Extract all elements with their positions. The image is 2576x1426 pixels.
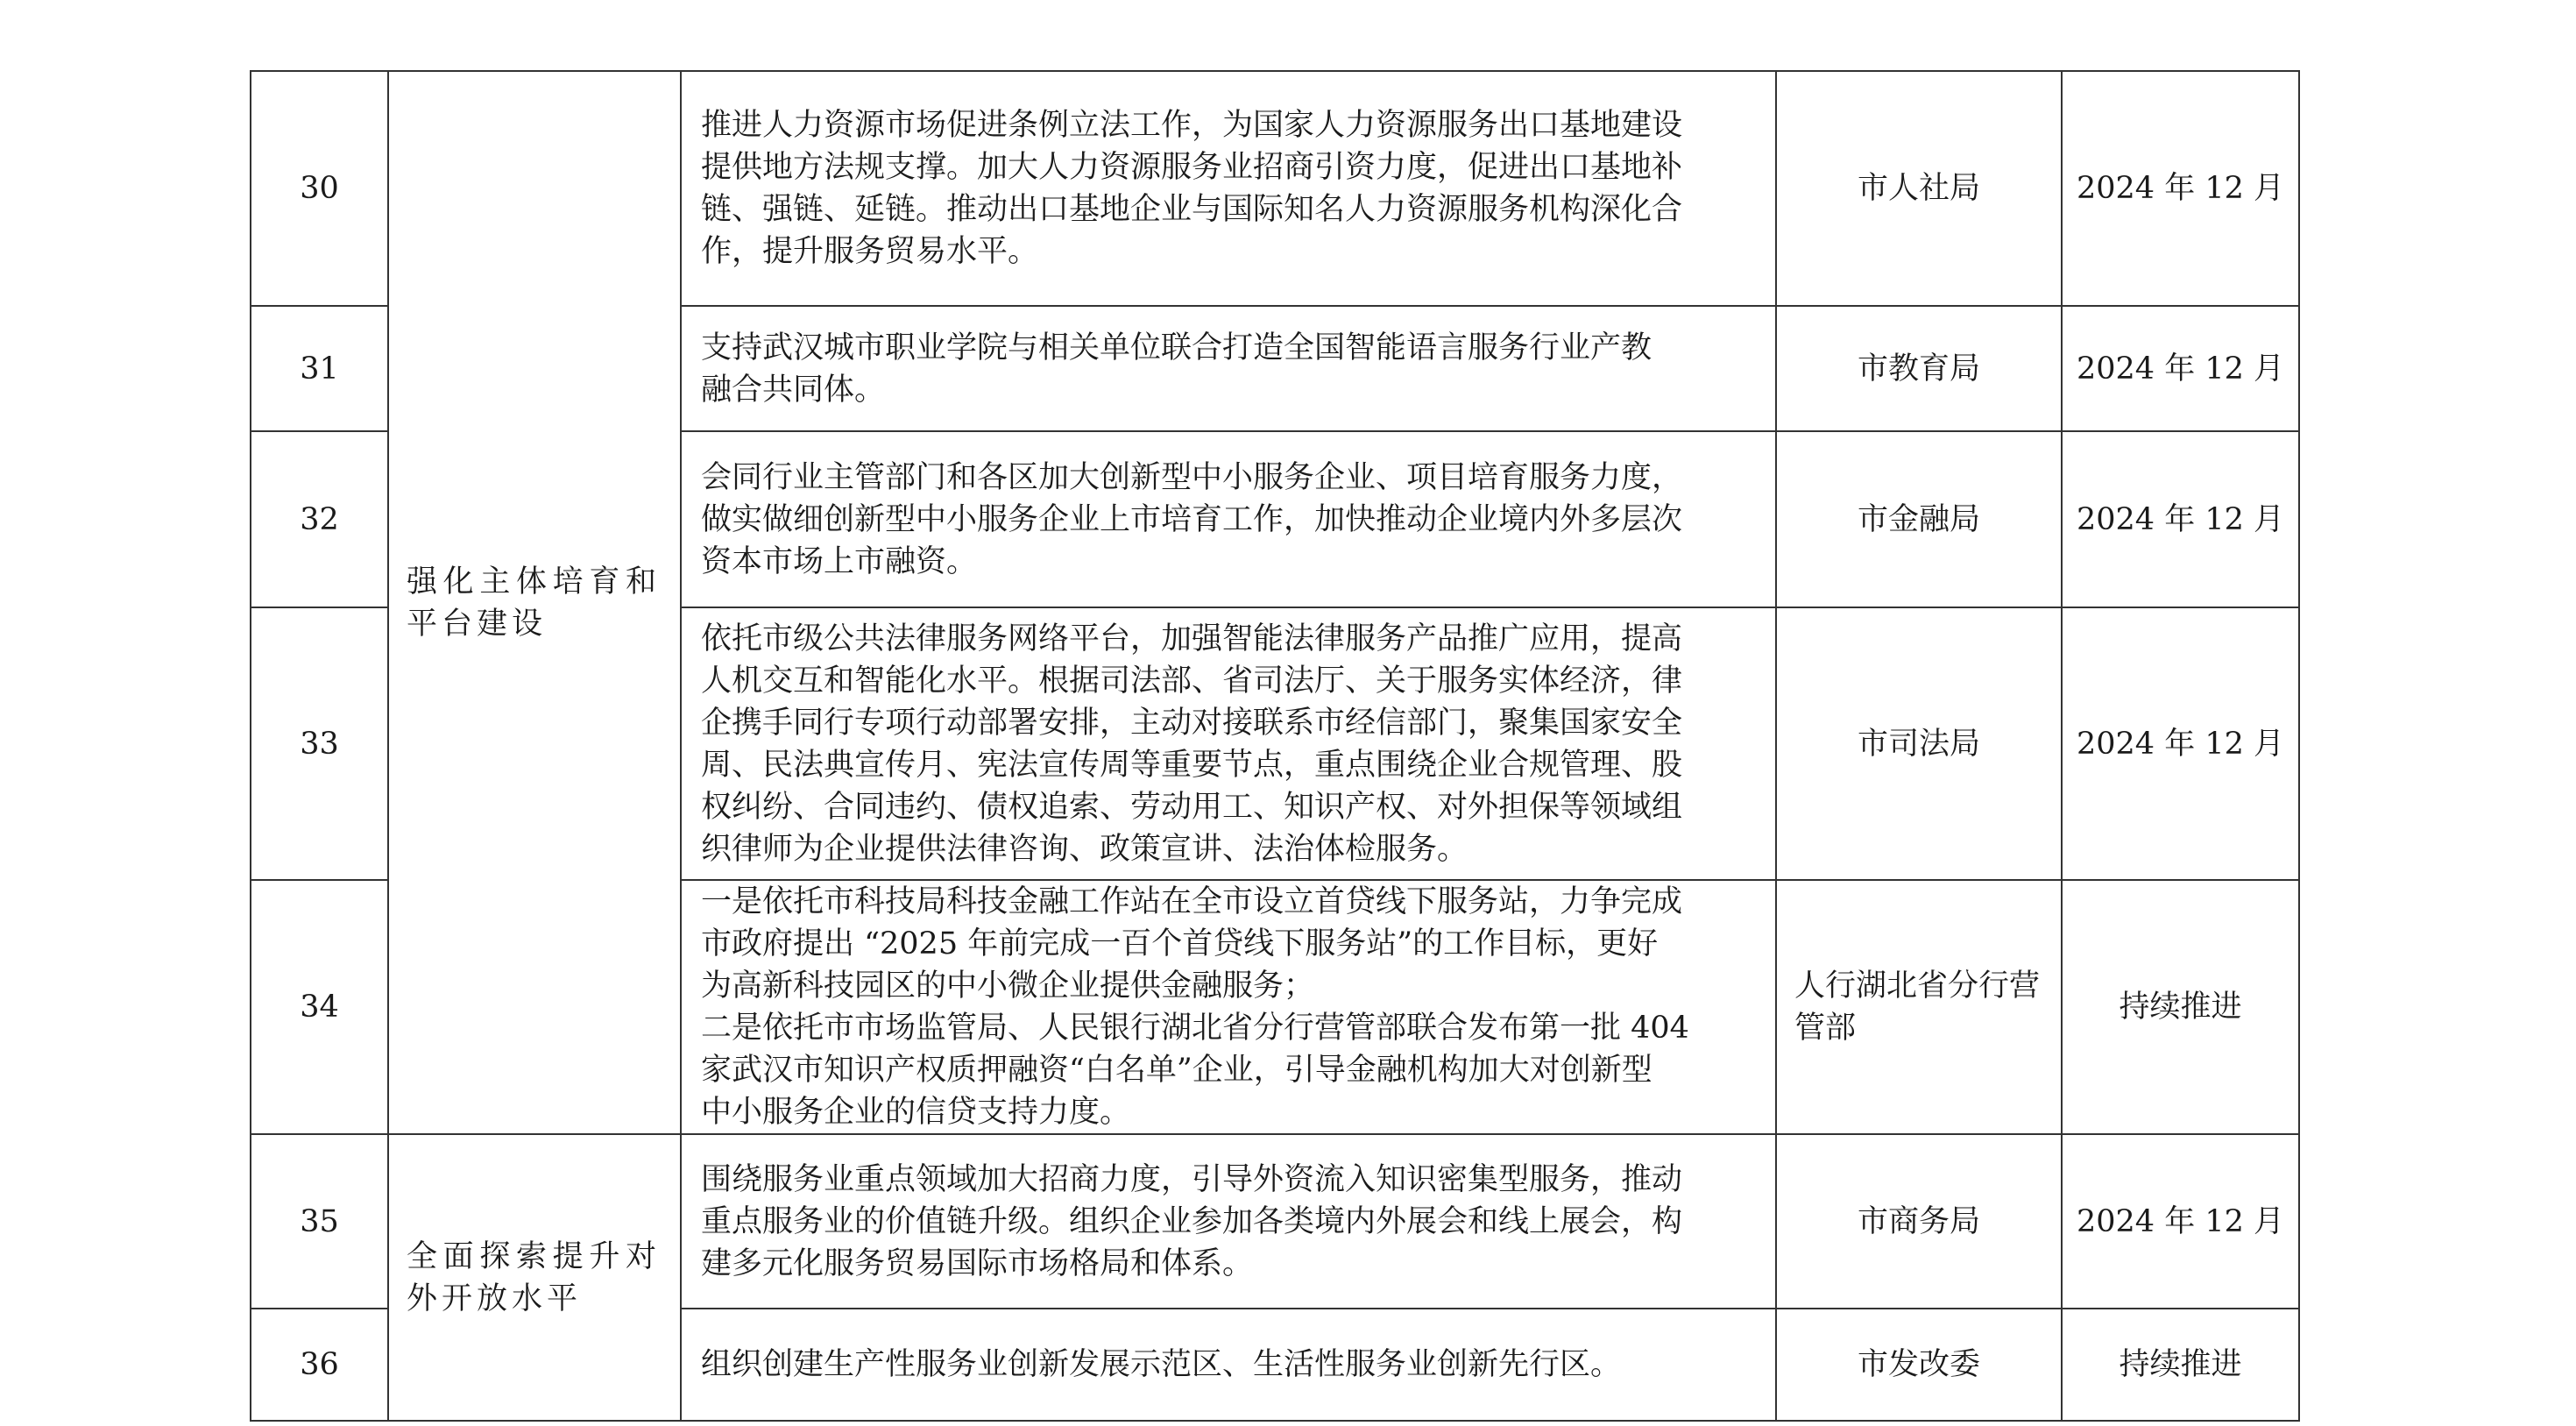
task-line: 依托市级公共法律服务网络平台，加强智能法律服务产品推广应用，提高 xyxy=(701,621,1683,656)
task-line: 人机交互和智能化水平。根据司法部、省司法厅、关于服务实体经济，律 xyxy=(701,663,1683,699)
task-description xyxy=(681,607,1776,880)
task-line: 组织创建生产性服务业创新发展示范区、生活性服务业创新先行区。 xyxy=(701,1347,1622,1382)
task-line: 家武汉市知识产权质押融资“白名单”企业，引导金融机构加大对创新型 xyxy=(701,1053,1652,1088)
row-number: 30 xyxy=(251,71,388,306)
deadline: 持续推进 xyxy=(2062,880,2299,1134)
task-description xyxy=(681,71,1776,306)
task-line: 重点服务业的价值链升级。组织企业参加各类境内外展会和线上展会，构 xyxy=(701,1203,1683,1239)
task-line: 围绕服务业重点领域加大招商力度，引导外资流入知识密集型服务，推动 xyxy=(701,1161,1683,1197)
task-line: 支持武汉城市职业学院与相关单位联合打造全国智能语言服务行业产教 xyxy=(701,330,1652,365)
deadline: 2024 年 12 月 xyxy=(2062,306,2299,431)
task-description xyxy=(681,431,1776,607)
responsible-department: 市人社局 xyxy=(1776,71,2062,306)
task-line: 二是依托市市场监管局、人民银行湖北省分行营管部联合发布第一批 404 xyxy=(701,1011,1689,1046)
category-cell: 强化主体培育和平台建设 xyxy=(388,71,681,1134)
task-line: 提供地方法规支撑。加大人力资源服务业招商引资力度，促进出口基地补 xyxy=(701,150,1683,185)
table-row xyxy=(251,71,2299,306)
responsible-department: 市商务局 xyxy=(1776,1134,2062,1309)
responsible-department: 市教育局 xyxy=(1776,306,2062,431)
task-line: 市政府提出 “2025 年前完成一百个首贷线下服务站”的工作目标，更好 xyxy=(701,926,1659,961)
task-line: 资本市场上市融资。 xyxy=(701,543,978,579)
task-description xyxy=(681,1309,1776,1421)
deadline: 持续推进 xyxy=(2062,1309,2299,1421)
row-number: 32 xyxy=(251,431,388,607)
deadline: 2024 年 12 月 xyxy=(2062,71,2299,306)
row-number: 34 xyxy=(251,880,388,1134)
task-line: 织律师为企业提供法律咨询、政策宣讲、法治体检服务。 xyxy=(701,831,1468,867)
responsible-department: 市司法局 xyxy=(1776,607,2062,880)
deadline: 2024 年 12 月 xyxy=(2062,1134,2299,1309)
responsible-department: 市发改委 xyxy=(1776,1309,2062,1421)
task-line: 企携手同行专项行动部署安排，主动对接联系市经信部门，聚集国家安全 xyxy=(701,705,1683,741)
task-line: 为高新科技园区的中小微企业提供金融服务； xyxy=(701,968,1315,1004)
task-table xyxy=(250,70,2300,1422)
task-line: 周、民法典宣传月、宪法宣传周等重要节点，重点围绕企业合规管理、股 xyxy=(701,747,1683,783)
task-description xyxy=(681,880,1776,1134)
row-number: 31 xyxy=(251,306,388,431)
category-cell: 全面探索提升对外开放水平 xyxy=(388,1134,681,1421)
deadline: 2024 年 12 月 xyxy=(2062,431,2299,607)
task-line: 中小服务企业的信贷支持力度。 xyxy=(701,1095,1131,1130)
task-line: 推进人力资源市场促进条例立法工作，为国家人力资源服务出口基地建设 xyxy=(701,108,1683,143)
responsible-department: 人行湖北省分行营管部 xyxy=(1776,880,2062,1134)
row-number: 33 xyxy=(251,607,388,880)
task-line: 会同行业主管部门和各区加大创新型中小服务企业、项目培育服务力度， xyxy=(701,459,1683,495)
task-description xyxy=(681,1134,1776,1309)
table-row xyxy=(251,1134,2299,1309)
task-line: 一是依托市科技局科技金融工作站在全市设立首贷线下服务站，力争完成 xyxy=(701,884,1683,919)
task-line: 建多元化服务贸易国际市场格局和体系。 xyxy=(701,1245,1254,1281)
row-number: 36 xyxy=(251,1309,388,1421)
task-line: 链、强链、延链。推动出口基地企业与国际知名人力资源服务机构深化合 xyxy=(701,192,1683,227)
task-line: 作，提升服务贸易水平。 xyxy=(701,234,1039,269)
task-line: 权纠纷、合同违约、债权追索、劳动用工、知识产权、对外担保等领域组 xyxy=(701,789,1683,825)
responsible-department: 市金融局 xyxy=(1776,431,2062,607)
deadline: 2024 年 12 月 xyxy=(2062,607,2299,880)
task-description xyxy=(681,306,1776,431)
row-number: 35 xyxy=(251,1134,388,1309)
task-line: 融合共同体。 xyxy=(701,372,886,408)
task-line: 做实做细创新型中小服务企业上市培育工作，加快推动企业境内外多层次 xyxy=(701,501,1683,537)
